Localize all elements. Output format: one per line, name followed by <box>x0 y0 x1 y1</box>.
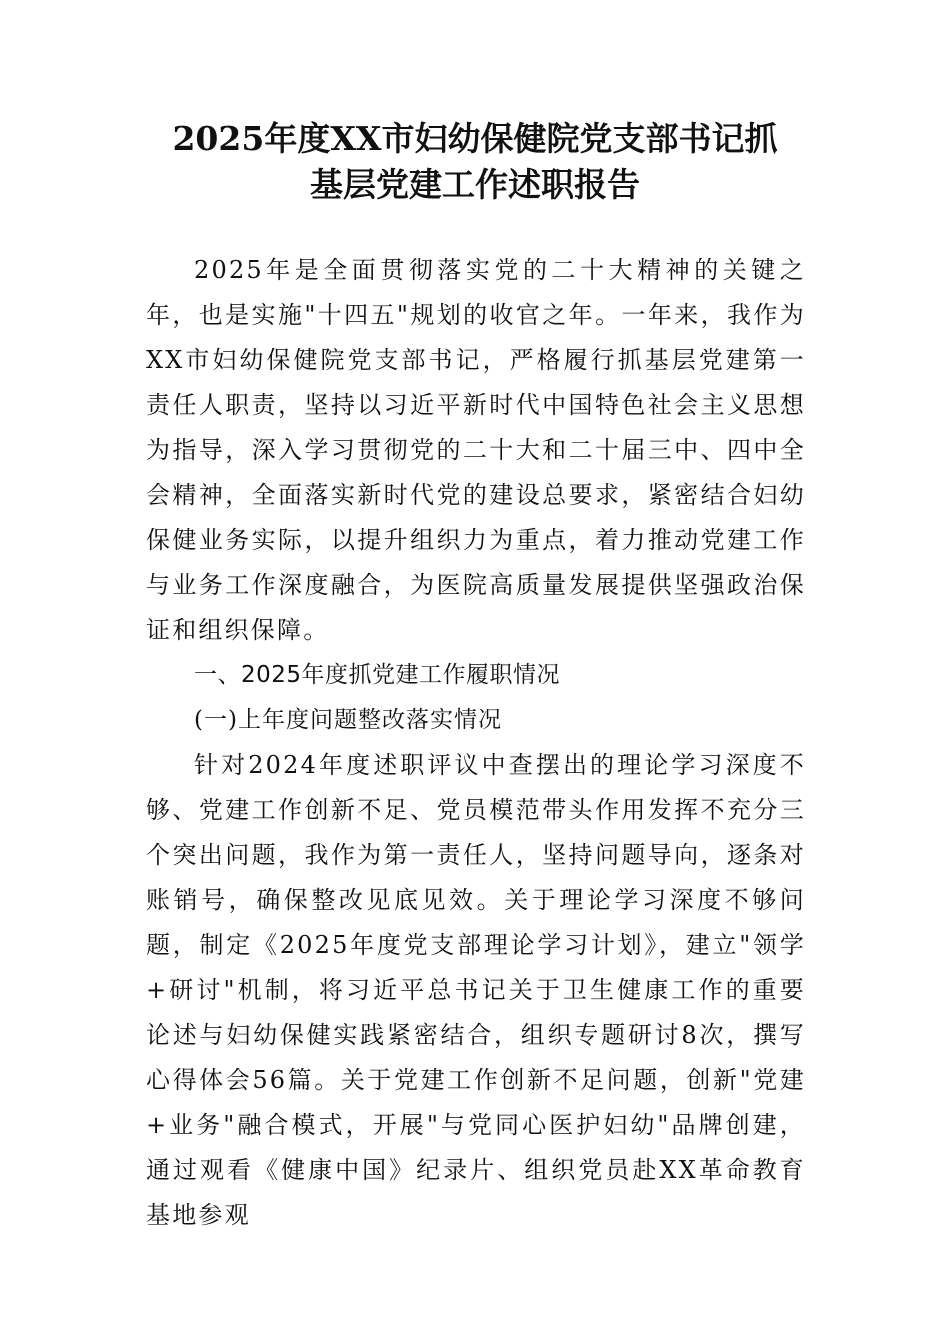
subsection-paragraph: 针对2024年度述职评议中查摆出的理论学习深度不够、党建工作创新不足、党员模范带头作用发挥不充分三个突出问题，我作为第一责任人，坚持问题导向，逐条对账销号，确保整改见底见效。关于理论学习深度不够问题，制定《2025年度党支部理论学习计划》，建立"领学+研讨"机制，将习近平总书记关于卫生健康工作的重要论述与妇幼保健实践紧密结合，组织专题研讨8次，撰写心得体会56篇。关于党建工作创新不足问题，创新"党建+业务"融合模式，开展"与党同心医护妇幼"品牌创建，通过观看《健康中国》纪录片、组织党员赴XX革命教育基地参观 <box>146 751 806 1229</box>
intro-paragraph: 2025年是全面贯彻落实党的二十大精神的关键之年，也是实施"十四五"规划的收官之年。一年来，我作为XX市妇幼保健院党支部书记，严格履行抓基层党建第一责任人职责，坚持以习近平新时代中国特色社会主义思想为指导，深入学习贯彻党的二十大和二十届三中、四中全会精神，全面落实新时代党的建设总要求，紧密结合妇幼保健业务实际，以提升组织力为重点，着力推动党建工作与业务工作深度融合，为医院高质量发展提供坚强政治保证和组织保障。 <box>146 256 806 644</box>
section-heading: 一、2025年度抓党建工作履职情况 <box>194 662 561 688</box>
title-line-2: 基层党建工作述职报告 <box>310 165 640 204</box>
subsection-heading: (一)上年度问题整改落实情况 <box>194 707 502 733</box>
document-title <box>120 116 830 208</box>
title-line-1: 2025年度XX市妇幼保健院党支部书记抓 <box>172 119 778 158</box>
document-body <box>146 248 806 1238</box>
